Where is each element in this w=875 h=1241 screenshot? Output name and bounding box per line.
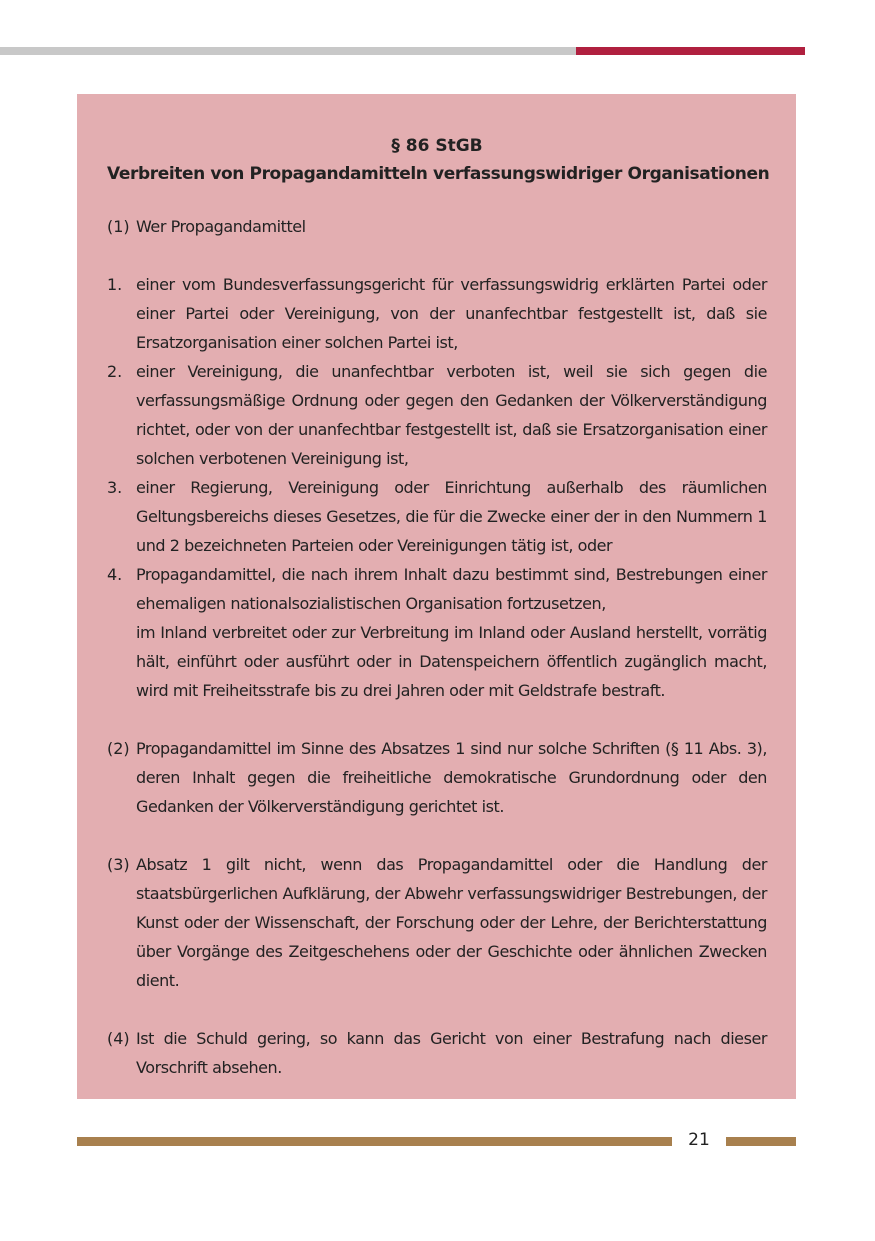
paragraph-text: Wer Propagandamittel (136, 217, 306, 236)
header-rule-accent (576, 47, 805, 55)
section-title: § 86 StGB (391, 136, 483, 156)
paragraph-2 (107, 734, 767, 821)
paragraph-1 (107, 212, 767, 241)
paragraph-text: Ist die Schuld gering, so kann das Gericht von einer Bestrafung nach dieser Vorschrift absehen. (136, 1029, 767, 1077)
list-item-number: 4. (107, 565, 123, 584)
list-item-2 (107, 357, 767, 473)
footer-rule-left (77, 1137, 672, 1146)
legal-text-box (77, 94, 796, 1099)
paragraph-number: (1) (107, 217, 130, 236)
paragraph-number: (3) (107, 855, 130, 874)
header-rule-grey (0, 47, 576, 55)
list-item-text: einer Regierung, Vereinigung oder Einrichtung außerhalb des räumlichen Geltungsbereichs dieses Gesetzes, die für die Zwecke einer der in den Nummern 1 und 2 bezeichneten Parteien oder Vereinigungen tätig ist, oder (136, 478, 767, 555)
paragraph-text: Absatz 1 gilt nicht, wenn das Propagandamittel oder die Handlung der staatsbürgerlichen Aufklärung, der Abwehr verfassungswidriger Bestrebungen, der Kunst oder der Wissenschaft, der Forschung oder der Lehre, der Berichterstattung über Vorgänge des Zeitgeschehens oder der Geschichte oder ähnlichen Zwecken dient. (136, 855, 767, 990)
list-item-text: einer vom Bundesverfassungsgericht für verfassungswidrig erklärten Partei oder einer Partei oder Vereinigung, von der unanfechtbar festgestellt ist, daß sie Ersatzorganisation einer solchen Partei ist, (136, 275, 767, 352)
section-subtitle: Verbreiten von Propagandamitteln verfassungswidriger Organisationen (107, 164, 770, 184)
list-item-number: 2. (107, 362, 123, 381)
list-item-text: Propagandamittel, die nach ihrem Inhalt dazu bestimmt sind, Bestrebungen einer ehemaligen nationalsozialistischen Organisation fortzusetzen, (136, 565, 767, 613)
list-item-3 (107, 473, 767, 560)
list-item-number: 1. (107, 275, 123, 294)
legal-text-content (107, 132, 770, 1082)
paragraph-text: Propagandamittel im Sinne des Absatzes 1 sind nur solche Schriften (§ 11 Abs. 3), deren Inhalt gegen die freiheitliche demokratische Grundordnung oder den Gedanken der Völkerverständigung gerichtet ist. (136, 739, 767, 816)
paragraph-number: (4) (107, 1029, 130, 1048)
paragraph-4 (107, 1024, 767, 1082)
paragraph-number: (2) (107, 739, 130, 758)
footer-rule-right (726, 1137, 796, 1146)
list-item-text: einer Vereinigung, die unanfechtbar verboten ist, weil sie sich gegen die verfassungsmäßige Ordnung oder gegen den Gedanken der Völkerverständigung richtet, oder von der unanfechtbar festgestellt ist, daß sie Ersatzorganisation einer solchen verbotenen Vereinigung ist, (136, 362, 767, 468)
list-continuation: im Inland verbreitet oder zur Verbreitung im Inland oder Ausland herstellt, vorrätig hält, einführt oder ausführt oder in Datenspeichern öffentlich zugänglich macht, wird mit Freiheitsstrafe bis zu drei Jahren oder mit Geldstrafe bestraft. (136, 623, 767, 700)
paragraph-3 (107, 850, 767, 995)
list-item-number: 3. (107, 478, 123, 497)
list-item-4 (107, 560, 767, 618)
page-number: 21 (688, 1130, 710, 1150)
list-item-1 (107, 270, 767, 357)
